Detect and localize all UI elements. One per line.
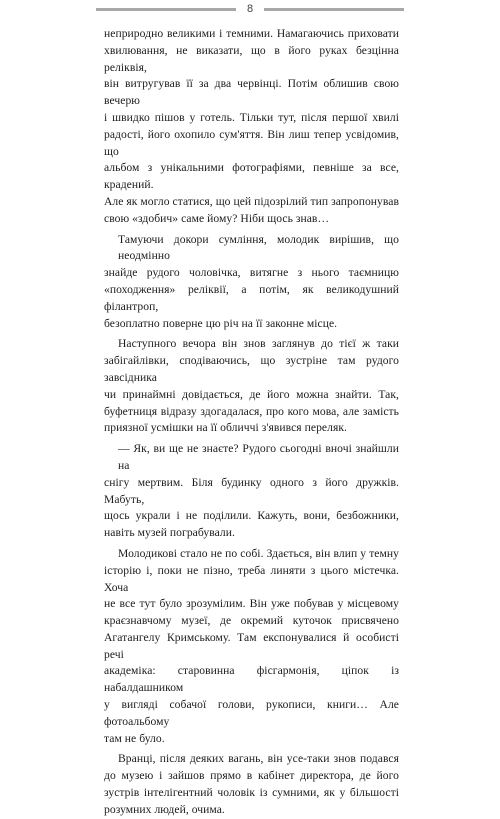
text-line: Але як могло статися, що цей підозрілий тип запропонував свою «здобич» саме йому? Ніби щось знав… — [104, 194, 399, 225]
text-line: неприродно великими і темними. Намагаючись приховати — [104, 27, 399, 40]
paragraph — [104, 751, 399, 818]
page-header — [0, 0, 500, 22]
paragraph — [104, 546, 399, 748]
text-line: Наступного вечора він знов заглянув до тієї ж таки — [118, 337, 399, 351]
text-line: — Як, ви ще не знаєте? Рудого сьогодні вночі знайшли на — [118, 442, 399, 472]
paragraph — [104, 232, 399, 333]
text-line: приязної усмішки на її обличчі з'явився переляк. — [104, 421, 347, 435]
text-line: хвилювання, не виказати, що в його руках безцінна реліквія, — [104, 43, 399, 74]
text-line: він витругував її за два червінці. Потім облишив свою вечерю — [104, 77, 399, 108]
text-line: чи принаймні довідається, де його можна знайти. Так, — [104, 387, 399, 401]
text-line: радості, його охопило сум'яття. Він лиш тепер усвідомив, що — [104, 127, 399, 158]
text-line: забігайлівки, сподіваючись, що зустріне там рудого завсідника — [104, 354, 399, 384]
text-line: краєзнавчому музеї, де окремий куточок присвячено — [104, 614, 399, 628]
text-line: буфетниця відразу здогадалася, про кого мова, але замість — [104, 404, 399, 418]
text-line: знайде рудого чоловічка, витягне з нього таємницю — [104, 266, 399, 280]
text-line: Молодикові стало не по собі. Здається, він влип у темну — [118, 546, 399, 560]
text-line: снігу мертвим. Біля будинку одного з його дружків. Мабуть, — [104, 475, 399, 506]
header-rule-right — [264, 8, 404, 11]
text-line: Агатангелу Кримському. Там експонувалися й особисті речі — [104, 630, 399, 661]
text-line: і швидко пішов у готель. Тільки тут, після першої хвилі — [104, 110, 399, 124]
text-line: академіка: старовинна фісгармонія, ціпок із набалдашником — [104, 664, 399, 695]
text-line: зустрів інтелігентний чоловік із сумними, як у більшості — [104, 786, 399, 800]
paragraph — [104, 26, 399, 228]
paragraph — [104, 336, 399, 437]
header-rule-left — [96, 8, 236, 11]
text-line: безоплатно поверне цю річ на її законне місце. — [104, 316, 338, 330]
text-line: розумних людей, очима. — [104, 802, 225, 816]
paragraph — [104, 441, 399, 542]
text-line: до музею і зайшов прямо в кабінет директора, де його — [104, 769, 399, 783]
text-line: навіть музей пограбували. — [104, 526, 235, 540]
text-line: Вранці, після деяких вагань, він усе-таки знов подався — [118, 752, 399, 766]
text-line: щось украли і не поділили. Кажуть, вони, безбожники, — [104, 509, 399, 523]
text-line: альбом з унікальними фотографіями, певніше за все, крадений. — [104, 161, 399, 192]
text-line: у вигляді собачої голови, рукописи, книги… Але фотоальбому — [104, 698, 399, 728]
text-line: там не було. — [104, 731, 165, 745]
text-body — [104, 26, 399, 819]
text-line: Тамуючи докори сумління, молодик вирішив, що неодмінно — [118, 232, 399, 263]
text-line: історію і, поки не пізно, треба линяти з цього містечка. Хоча — [104, 563, 399, 594]
page-number: 8 — [246, 3, 254, 15]
text-line: «походження» реліквії, а потім, як великодушний філантроп, — [104, 282, 399, 313]
text-line: не все тут було зрозумілим. Він уже побував у місцевому — [104, 597, 399, 611]
